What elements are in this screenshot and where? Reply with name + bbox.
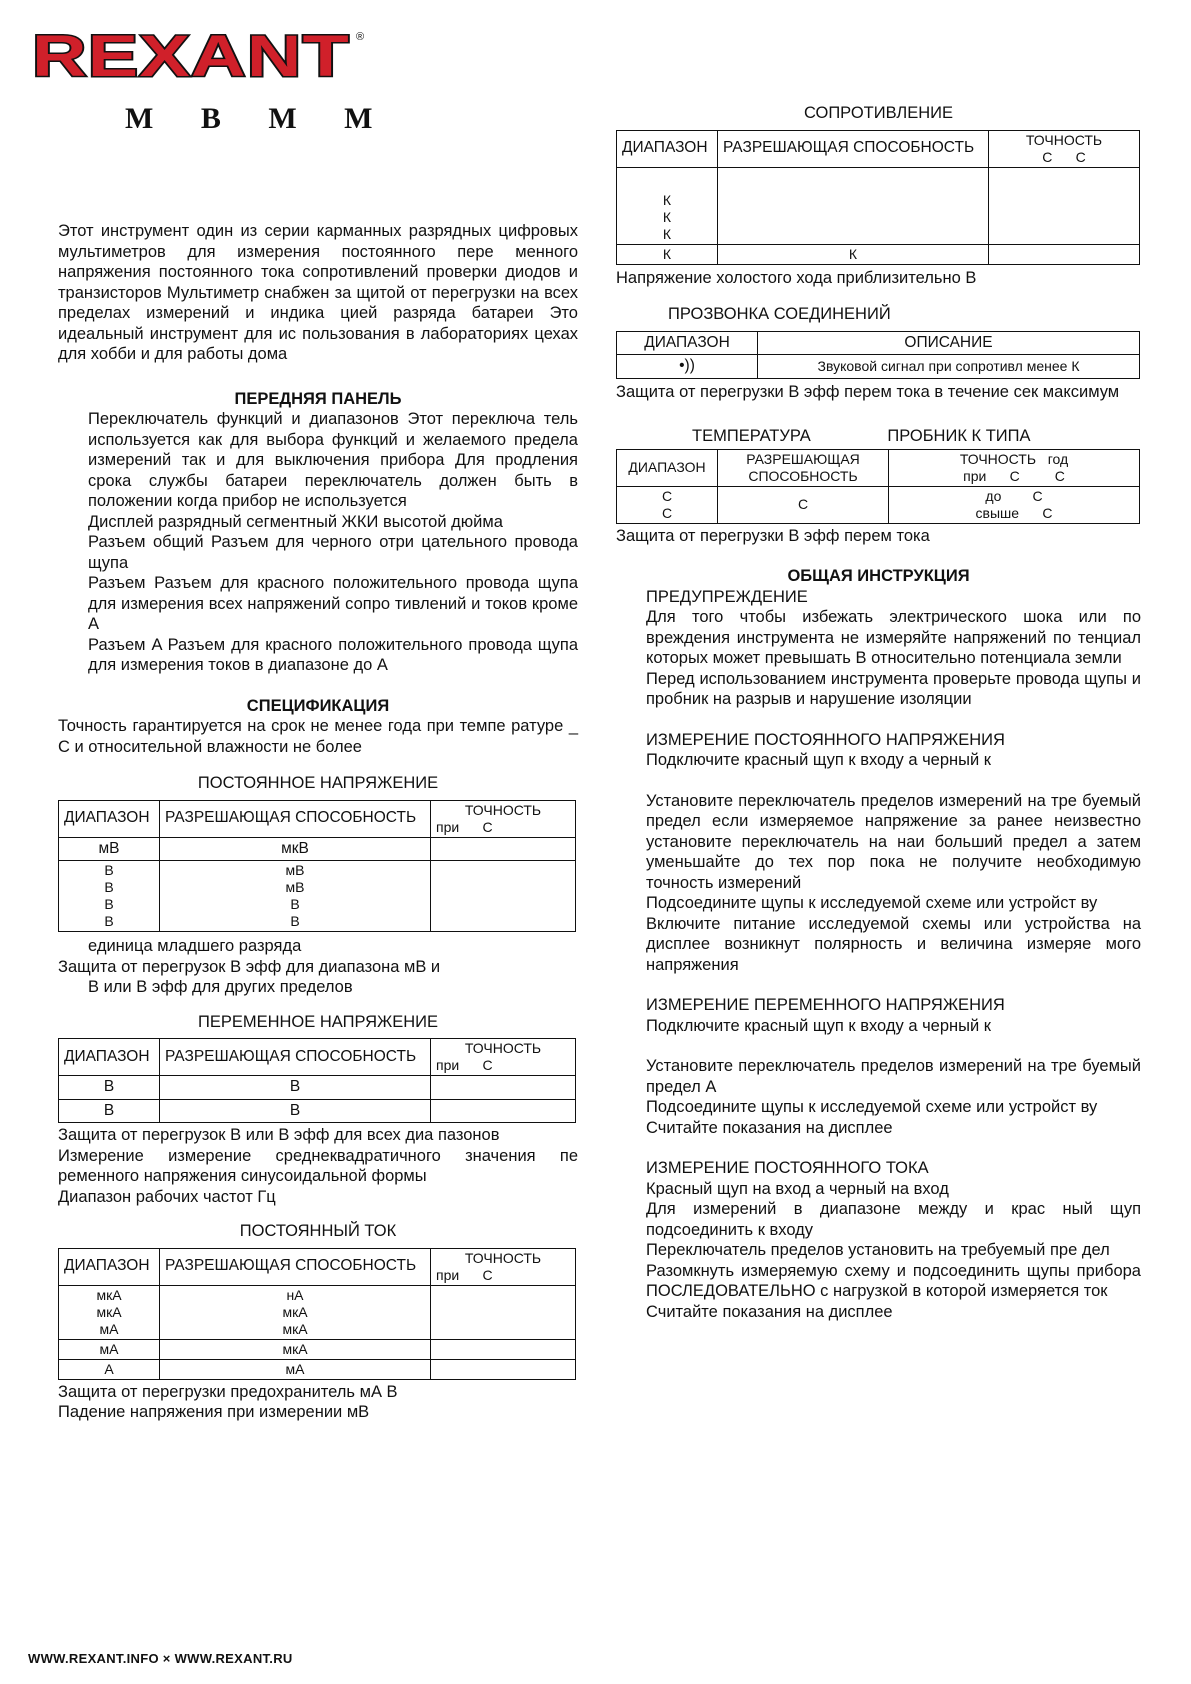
temperature-title-right: ПРОБНИК К ТИПА [887, 427, 1031, 445]
warning-text: Для того чтобы избежать электрического шока или по вреждения инструмента не измеряйте напряжений по тенциал которых может превышать В относительно потенциала земли [646, 608, 1141, 667]
resolution-cell: мкА [160, 1339, 431, 1359]
acv-note: Измерение измерение среднеквадратичного значения пе ременного напряжения синусоидальной формы [58, 1146, 578, 1185]
resolution-cell: мкВ [160, 837, 431, 861]
accuracy-cell [431, 861, 576, 932]
spec-text: Точность гарантируется на срок не менее года при темпе ратуре _ C и относительной влажности не более [58, 717, 578, 756]
spec-heading: СПЕЦИФИКАЦИЯ [246, 696, 390, 715]
header-accuracy: ТОЧНОСТЬ год при C C [889, 449, 1140, 486]
right-column [616, 103, 1141, 1322]
front-panel-heading: ПЕРЕДНЯЯ ПАНЕЛЬ [234, 389, 402, 408]
range-cell: мА [59, 1339, 160, 1359]
resolution-cell: мА [160, 1359, 431, 1379]
dca-title: ПОСТОЯННЫЙ ТОК [239, 1222, 397, 1240]
resistance-note: Напряжение холостого хода приблизительно В [616, 268, 977, 287]
header-range: ДИАПАЗОН [617, 449, 718, 486]
acv-measure-heading: ИЗМЕРЕНИЕ ПЕРЕМЕННОГО НАПРЯЖЕНИЯ [646, 996, 1005, 1014]
header-accuracy: ТОЧНОСТЬ C C [989, 130, 1140, 167]
range-cell: В [59, 1099, 160, 1123]
header-accuracy: ТОЧНОСТЬ при C [431, 800, 576, 837]
header-description: ОПИСАНИЕ [758, 331, 1140, 355]
continuity-description: Звуковой сигнал при сопротивл менее К [758, 355, 1140, 379]
dcv-table [58, 800, 576, 933]
header-range: ДИАПАЗОН [59, 1039, 160, 1076]
dcv-step: Подсоедините щупы к исследуемой схеме или устройст ву [646, 894, 1098, 912]
resolution-cell: К [718, 244, 989, 264]
warning-text: Перед использованием инструмента проверьте провода щупы и пробник на разрыв и нарушение изоляции [646, 669, 1141, 708]
front-item: Разъем общий Разъем для черного отри цательного провода щупа [88, 533, 578, 572]
resistance-title: СОПРОТИВЛЕНИЕ [803, 104, 954, 122]
accuracy-cell [431, 1076, 576, 1100]
acv-step: Подключите красный щуп к входу а черный к [646, 1016, 992, 1035]
accuracy-cell [431, 837, 576, 861]
range-cell: А [59, 1359, 160, 1379]
temperature-title-left: ТЕМПЕРАТУРА [692, 427, 811, 445]
continuity-note: Защита от перегрузки В эфф перем тока в течение сек максимум [616, 382, 1120, 401]
continuity-symbol-icon: •)) [617, 355, 758, 379]
header-range: ДИАПАЗОН [617, 331, 758, 355]
left-column [58, 221, 578, 1423]
range-cell: В [59, 1076, 160, 1100]
dcv-step: Установите переключатель пределов измерений на тре буемый предел если измеряемое напряжение за ранее неизвестно установите переключатель на наи больший предел а затем уменьшайте до тех пор пока не получите необходимую точность измерений [646, 791, 1141, 892]
accuracy-cell [989, 244, 1140, 264]
header-resolution: РАЗРЕШАЮЩАЯ СПОСОБНОСТЬ [718, 130, 989, 167]
header-range: ДИАПАЗОН [617, 130, 718, 167]
accuracy-cell: до C свыше C [889, 486, 1140, 523]
header-resolution: РАЗРЕШАЮЩАЯ СПОСОБНОСТЬ [718, 449, 889, 486]
dca-step: Для измерений в диапазоне между и крас ный щуп подсоединить к входу [646, 1200, 1141, 1239]
general-heading: ОБЩАЯ ИНСТРУКЦИЯ [787, 567, 970, 585]
accuracy-cell [431, 1339, 576, 1359]
dca-note: Защита от перегрузки предохранитель мА В [58, 1382, 398, 1401]
front-item: Переключатель функций и диапазонов Этот переключа тель используется как для выбора функций и желаемого предела измерений так и для выключения прибора Для продления срока службы батареи переключатель должен быть в положении когда прибор не используется [88, 410, 578, 510]
temperature-note: Защита от перегрузки В эфф перем тока [616, 526, 930, 545]
acv-table [58, 1038, 576, 1123]
front-item: Разъем A Разъем для красного положительного провода щупа для измерения токов в диапазоне до A [88, 635, 578, 674]
range-cell: мкА мкА мА [59, 1285, 160, 1339]
dca-step: Разомкнуть измеряемую схему и подсоединить щупы прибора ПОСЛЕДОВАТЕЛЬНО с нагрузкой в которой измеряется ток [646, 1261, 1141, 1300]
resolution-cell: мВ мВ В В [160, 861, 431, 932]
dcv-measure-heading: ИЗМЕРЕНИЕ ПОСТОЯННОГО НАПРЯЖЕНИЯ [646, 730, 1005, 749]
resolution-cell: В [160, 1099, 431, 1123]
dcv-note: В или В эфф для других пределов [88, 978, 353, 996]
range-cell: К [617, 244, 718, 264]
acv-note: Диапазон рабочих частот Гц [58, 1187, 276, 1206]
range-cell: К К К [617, 167, 718, 244]
header-accuracy: ТОЧНОСТЬ при C [431, 1248, 576, 1285]
accuracy-cell [431, 1359, 576, 1379]
resolution-cell: В [160, 1076, 431, 1100]
dca-note: Падение напряжения при измерении мВ [58, 1403, 370, 1421]
acv-step: Подсоедините щупы к исследуемой схеме или устройст ву [646, 1098, 1098, 1116]
acv-title: ПЕРЕМЕННОЕ НАПРЯЖЕНИЕ [197, 1012, 439, 1031]
dcv-step: Включите питание исследуемой схемы или устройства на дисплее возникнут полярность и величина измеряе мого напряжения [646, 914, 1141, 974]
range-cell: мВ [59, 837, 160, 861]
dca-table [58, 1248, 576, 1380]
acv-note: Защита от перегрузок В или В эфф для всех диа пазонов [58, 1126, 500, 1144]
resistance-table [616, 130, 1140, 265]
header-range: ДИАПАЗОН [59, 800, 160, 837]
front-item: Дисплей разрядный сегментный ЖКИ высотой дюйма [88, 512, 503, 531]
document-title: M B M M [125, 102, 373, 135]
header-resolution: РАЗРЕШАЮЩАЯ СПОСОБНОСТЬ [160, 1248, 431, 1285]
dca-step: Красный щуп на вход а черный на вход [646, 1179, 949, 1198]
acv-step: Считайте показания на дисплее [646, 1118, 893, 1137]
continuity-title: ПРОЗВОНКА СОЕДИНЕНИЙ [668, 305, 891, 323]
range-cell: В В В В [59, 861, 160, 932]
range-cell: C C [617, 486, 718, 523]
logo-text: REXANT [32, 26, 350, 86]
dcv-note: единица младшего разряда [88, 937, 302, 955]
acv-step: Установите переключатель пределов измерений на тре буемый предел A [646, 1057, 1141, 1096]
dcv-note: Защита от перегрузок В эфф для диапазона мВ и [58, 957, 441, 976]
intro-text: Этот инструмент один из серии карманных разрядных цифровых мультиметров для измерения постоянного пере менного напряжения постоянного тока сопротивлений проверки диодов и транзисторов Мультиметр снабжен за щитой от перегрузки на всех пределах измерений и индика цией разряда батареи Это идеальный инструмент для ис пользования в лабораториях цехах для хобби и для работы дома [58, 222, 578, 363]
continuity-table [616, 331, 1140, 379]
rexant-logo [28, 26, 368, 86]
header-accuracy: ТОЧНОСТЬ при C [431, 1039, 576, 1076]
dca-step: Переключатель пределов установить на требуемый пре дел [646, 1241, 1110, 1259]
header-resolution: РАЗРЕШАЮЩАЯ СПОСОБНОСТЬ [160, 800, 431, 837]
dcv-step: Подключите красный щуп к входу а черный к [646, 751, 992, 769]
header-range: ДИАПАЗОН [59, 1248, 160, 1285]
header-resolution: РАЗРЕШАЮЩАЯ СПОСОБНОСТЬ [160, 1039, 431, 1076]
resolution-cell: C [718, 486, 889, 523]
dca-measure-heading: ИЗМЕРЕНИЕ ПОСТОЯННОГО ТОКА [646, 1159, 929, 1177]
resolution-cell [718, 167, 989, 244]
accuracy-cell [431, 1285, 576, 1339]
dcv-title: ПОСТОЯННОЕ НАПРЯЖЕНИЕ [197, 774, 439, 792]
registered-mark: ® [356, 31, 365, 43]
temperature-title [616, 426, 1141, 447]
warning-heading: ПРЕДУПРЕЖДЕНИЕ [646, 587, 808, 606]
front-item: Разъем Разъем для красного положительного провода щупа для измерения всех напряжений сопро тивлений и токов кроме A [88, 574, 578, 633]
accuracy-cell [989, 167, 1140, 244]
resolution-cell: нА мкА мкА [160, 1285, 431, 1339]
footer-urls: WWW.REXANT.INFO × WWW.REXANT.RU [28, 1651, 293, 1666]
accuracy-cell [431, 1099, 576, 1123]
temperature-table [616, 449, 1140, 524]
dca-step: Считайте показания на дисплее [646, 1302, 893, 1321]
